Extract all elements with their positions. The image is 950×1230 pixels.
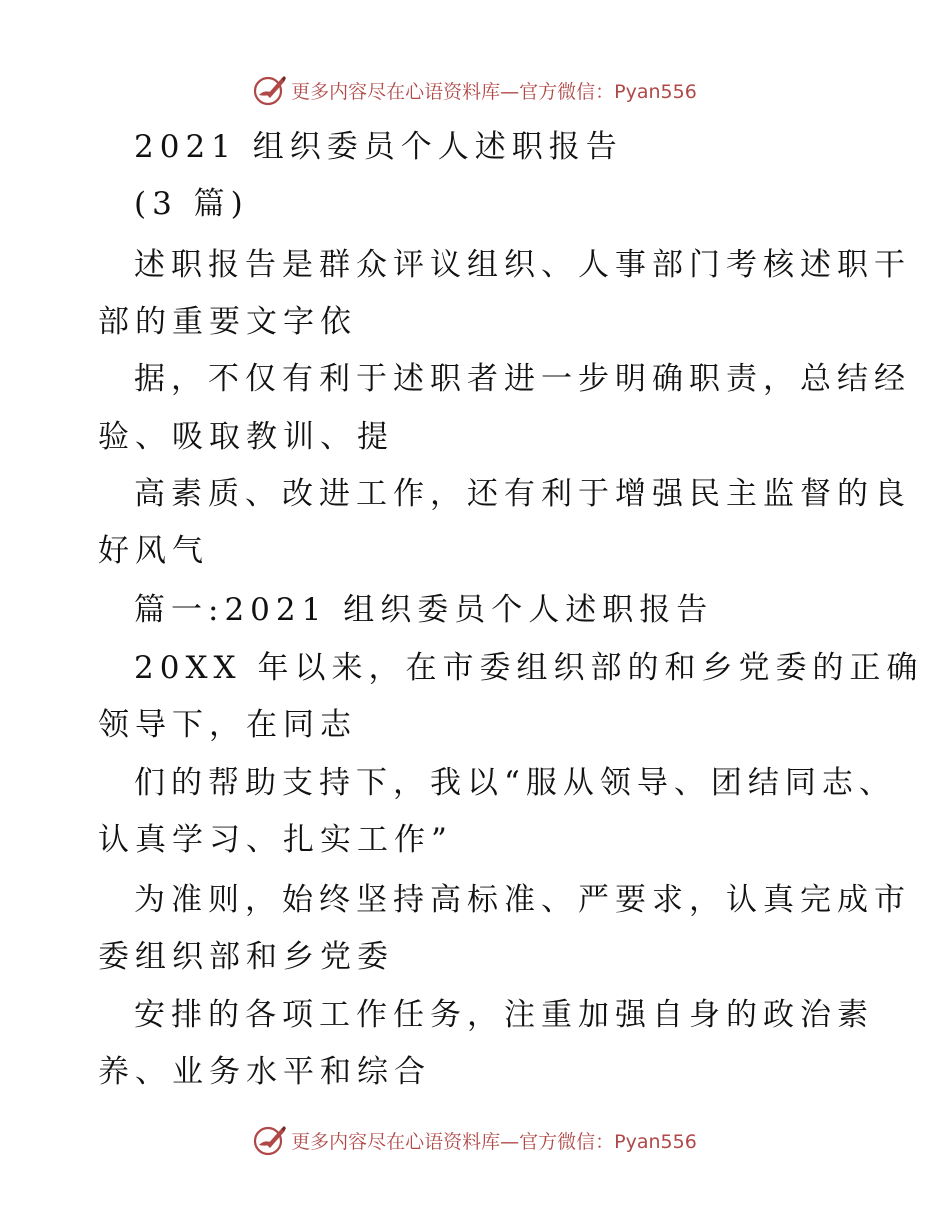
document-subtitle: (3 篇) bbox=[134, 186, 249, 222]
section-heading: 篇一:2021 组织委员个人述职报告 bbox=[134, 592, 714, 628]
paragraph-line: 委组织部和乡党委 bbox=[98, 939, 394, 975]
paragraph-line: 好风气 bbox=[98, 533, 209, 569]
paragraph-line: 部的重要文字依 bbox=[98, 304, 357, 340]
paragraph-line: 领导下，在同志 bbox=[98, 707, 357, 743]
watermark-text: 更多内容尽在心语资料库 bbox=[291, 1130, 501, 1153]
watermark-text: 更多内容尽在心语资料库 bbox=[291, 80, 501, 103]
paragraph-line: 认真学习、扎实工作” bbox=[98, 822, 453, 858]
paragraph-line: 据，不仅有利于述职者进一步明确职责，总结经 bbox=[134, 361, 911, 397]
paragraph-line: 20XX 年以来，在市委组织部的和乡党委的正确 bbox=[134, 650, 924, 686]
paragraph-line: 养、业务水平和综合 bbox=[98, 1054, 431, 1090]
watermark-contact: 官方微信：Pyan556 bbox=[519, 1130, 697, 1153]
paragraph-line: 安排的各项工作任务，注重加强自身的政治素 bbox=[134, 997, 874, 1033]
book-pen-logo-icon bbox=[253, 1123, 287, 1157]
document-title: 2021 组织委员个人述职报告 bbox=[134, 129, 623, 165]
watermark-separator: — bbox=[500, 1130, 520, 1153]
paragraph-line: 为准则，始终坚持高标准、严要求，认真完成市 bbox=[134, 882, 911, 918]
paragraph-line: 们的帮助支持下，我以“服从领导、团结同志、 bbox=[134, 765, 896, 801]
paragraph-line: 验、吸取教训、提 bbox=[98, 419, 394, 455]
footer-watermark bbox=[0, 1120, 950, 1160]
watermark-contact: 官方微信：Pyan556 bbox=[519, 80, 697, 103]
paragraph-line: 高素质、改进工作，还有利于增强民主监督的良 bbox=[134, 476, 911, 512]
watermark-separator: — bbox=[500, 80, 520, 103]
paragraph-line: 述职报告是群众评议组织、人事部门考核述职干 bbox=[134, 247, 911, 283]
